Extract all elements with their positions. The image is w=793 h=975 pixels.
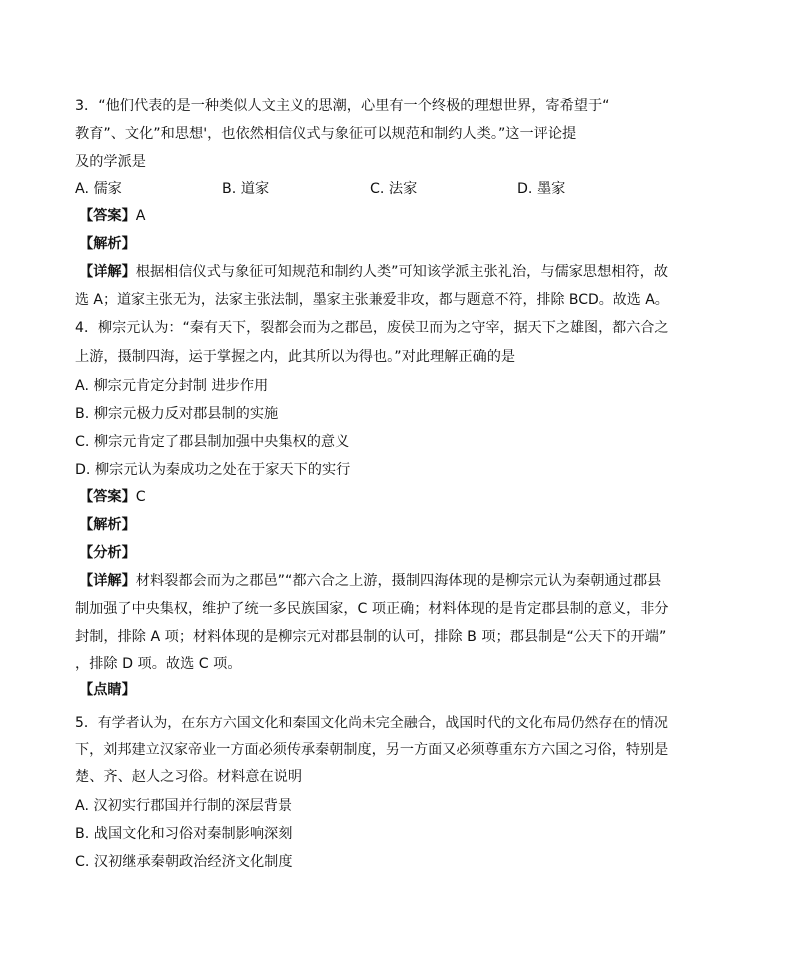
detail-tag: 【详解】: [79, 573, 136, 589]
detail-tag: 【详解】: [79, 264, 136, 280]
detail-text: 材料裂都会而为之郡邑”“都六合之上游，摄制四海体现的是柳宗元认为秦朝通过郡县: [135, 573, 662, 589]
q3-stem-line-3: 及的学派是: [75, 154, 146, 170]
q3-analysis-tag: 【解析】: [79, 236, 136, 252]
q4-option-c: C. 柳宗元肯定了郡县制加强中央集权的意义: [75, 434, 350, 450]
q4-answer: [79, 487, 146, 507]
answer-value: A: [135, 208, 146, 224]
q3-detail-line-2: 选 A；道家主张无为，法家主张法制，墨家主张兼爱非攻，都与题意不符，排除 BCD。故选 A。: [75, 292, 669, 308]
q3-option-c: C. 法家: [370, 181, 418, 197]
q4-detail-line-3: 封制，排除 A 项；材料体现的是柳宗元对郡县制的认可，排除 B 项；郡县制是“公天下的开端”: [75, 629, 667, 645]
q4-option-d: D. 柳宗元认为秦成功之处在于家天下的实行: [75, 462, 351, 478]
q3-answer: [79, 206, 145, 226]
q4-detail-line-4: ，排除 D 项。故选 C 项。: [75, 656, 242, 672]
q3-detail-line-1: [79, 262, 668, 282]
q3-option-d: D. 墨家: [517, 181, 566, 197]
q4-stem-line-2: 上游，摄制四海，运于掌握之内，此其所以为得也。”对此理解正确的是: [75, 349, 516, 365]
q3-stem-line-1: 3．“他们代表的是一种类似人文主义的思潮，心里有一个终极的理想世界，寄希望于“: [75, 98, 610, 114]
q5-stem-line-1: 5．有学者认为，在东方六国文化和秦国文化尚未完全融合，战国时代的文化布局仍然存在的情况: [75, 715, 668, 731]
answer-tag: 【答案】: [79, 208, 136, 224]
q5-option-a: A. 汉初实行郡国并行制的深层背景: [75, 798, 293, 814]
q5-option-c: C. 汉初继承秦朝政治经济文化制度: [75, 854, 293, 870]
q3-option-b: B. 道家: [222, 181, 270, 197]
q3-option-a: A. 儒家: [75, 181, 122, 197]
detail-text: 根据相信仪式与象征可知规范和制约人类”可知该学派主张礼治，与儒家思想相符，故: [135, 264, 669, 280]
q4-analysis-tag: 【解析】: [79, 517, 136, 533]
answer-value: C: [135, 489, 146, 505]
q5-option-b: B. 战国文化和习俗对秦制影响深刻: [75, 826, 293, 842]
q4-option-a: A. 柳宗元肯定分封制 进步作用: [75, 378, 269, 394]
q4-detail-line-1: [79, 571, 661, 591]
q4-detail-line-2: 制加强了中央集权，维护了统一多民族国家，C 项正确；材料体现的是肯定郡县制的意义，非分: [75, 601, 669, 617]
q4-dianjing-tag: 【点睛】: [79, 682, 136, 698]
q4-option-b: B. 柳宗元极力反对郡县制的实施: [75, 406, 279, 422]
answer-tag: 【答案】: [79, 489, 136, 505]
q5-stem-line-3: 楚、齐、赵人之习俗。材料意在说明: [75, 769, 303, 785]
q3-stem-line-2: 教育”、文化”和思想'，也依然相信仪式与象征可以规范和制约人类。”这一评论提: [75, 126, 577, 142]
q4-stem-line-1: 4．柳宗元认为：“秦有天下，裂都会而为之郡邑，废侯卫而为之守宰，据天下之雄图，都六合之: [75, 320, 669, 336]
q5-stem-line-2: 下，刘邦建立汉家帝业一方面必须传承秦朝制度，另一方面又必须尊重东方六国之习俗，特别是: [75, 742, 669, 758]
q4-fenxi-tag: 【分析】: [79, 545, 136, 561]
